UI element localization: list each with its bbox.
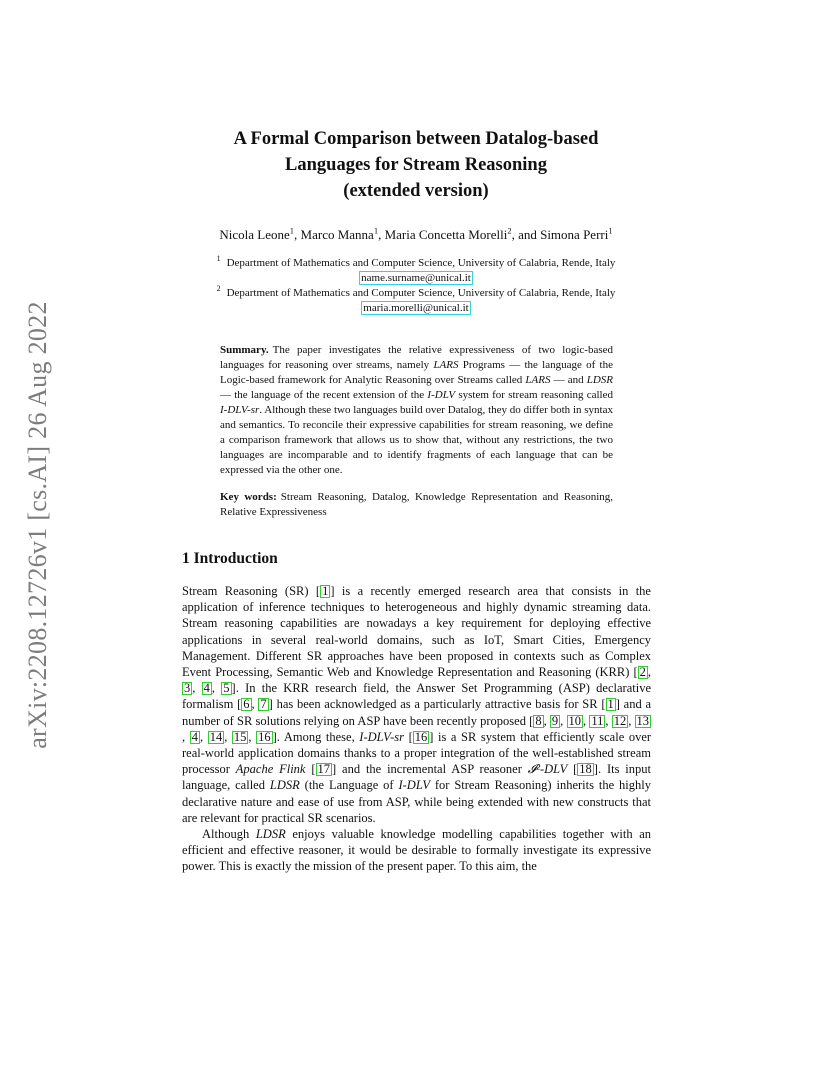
body-text: . Its input language, called bbox=[182, 762, 651, 793]
body-text: . Among these, bbox=[276, 729, 360, 744]
term-idlv: I-DLV bbox=[398, 778, 430, 793]
title-line: A Formal Comparison between Datalog-based bbox=[233, 129, 599, 149]
abstract-text: system for stream reasoning called bbox=[455, 389, 613, 401]
citation-group: [ 6 , 7 ] bbox=[237, 697, 273, 712]
author-name: Simona Perri bbox=[540, 227, 609, 242]
author-list bbox=[120, 226, 712, 244]
citation-link[interactable]: 8 bbox=[535, 713, 542, 728]
author-name: Maria Concetta Morelli bbox=[384, 227, 508, 242]
body-text: has been acknowledged as a particularly attractive basis for SR bbox=[272, 697, 602, 712]
email-link[interactable]: name.surname@unical.it bbox=[361, 272, 471, 284]
abstract-text: The paper investigates the relative expressiveness of two logic-based languages for reasoning over streams, namely bbox=[220, 344, 613, 371]
body-text: for Stream Reasoning) inherits the highly declarative nature and ease of use from ASP, while being extended with new constructs that are relevant for practical SR scenarios. bbox=[182, 778, 651, 825]
citation-link[interactable]: 2 bbox=[639, 665, 646, 680]
paragraph bbox=[182, 826, 651, 875]
keywords-label: Key words: bbox=[220, 491, 277, 503]
citation-link[interactable]: 17 bbox=[317, 762, 331, 777]
title-line: (extended version) bbox=[343, 181, 489, 201]
term-idlv: I-DLV bbox=[427, 389, 456, 401]
term-ldsr: LDSR bbox=[255, 827, 286, 842]
term-ldsr: LDSR bbox=[586, 374, 613, 386]
keywords bbox=[220, 490, 613, 520]
term-lars: LARS bbox=[525, 374, 551, 386]
citation-group: [ 1 ] bbox=[601, 697, 620, 712]
affiliation-number: 2 bbox=[216, 284, 221, 294]
abstract bbox=[220, 343, 613, 478]
citation-group: [ 17 ] bbox=[311, 762, 337, 777]
section-heading bbox=[182, 550, 278, 568]
citation-group: [ 8 , 9 , 10 , 11 , 12 , 13, 4 , 14 , 15 , 16 ] bbox=[182, 713, 650, 744]
citation-group: [ 1 ] bbox=[315, 584, 335, 598]
citation-link[interactable]: 15 bbox=[233, 729, 247, 744]
affiliation-text: Department of Mathematics and Computer Science, University of Calabria, Rende, Italy bbox=[226, 257, 616, 269]
arxiv-stamp bbox=[14, 290, 62, 760]
citation-link[interactable]: 1 bbox=[607, 697, 614, 712]
affiliation-text: Department of Mathematics and Computer Science, University of Calabria, Rende, Italy bbox=[226, 287, 616, 299]
citation-link[interactable]: 4 bbox=[191, 729, 198, 744]
author-name: Nicola Leone bbox=[219, 227, 290, 242]
citation-link[interactable]: 7 bbox=[260, 697, 267, 712]
affiliation-2 bbox=[120, 286, 712, 316]
body-text: (the Language of bbox=[299, 778, 399, 793]
citation-group: [ 2 , 3 , 4 , 5 ] bbox=[184, 665, 651, 696]
term-i2dlv: 𝓘²-DLV bbox=[527, 762, 568, 777]
title-line: Languages for Stream Reasoning bbox=[285, 155, 547, 175]
author-separator: , bbox=[294, 227, 301, 242]
body-text: is a SR system that efficiently scale over real-world application domains thanks to a proper integration of the well-established stream processor bbox=[182, 729, 652, 777]
abstract-text: . Although these two languages build over Datalog, they do differ both in syntax and semantics. To reconcile their expressive capabilities for stream reasoning, we define a comparison framework that allows us to show that, without any restrictions, the two languages are incomparable and to identify fragments of each language that can be expressed via the other one. bbox=[220, 404, 613, 476]
author-affiliation-mark: 2 bbox=[507, 225, 512, 236]
section-title: Introduction bbox=[193, 550, 278, 567]
citation-link[interactable]: 18 bbox=[579, 762, 592, 777]
citation-group: [ 16 ] bbox=[408, 729, 434, 744]
body-text: is a recently emerged research area that consists in the application of inference techniques to heterogeneous and highly dynamic streaming data. Stream reasoning capabilities are nowadays a key requirement for deploying effective applications in several real-world domains, such as IoT, Smart Cities, Emergency Management. Different SR approaches have been proposed in contexts such as Complex Event Processing, Semantic Web and Knowledge Representation and Reasoning (KRR) bbox=[182, 584, 651, 680]
introduction-body bbox=[182, 583, 651, 875]
paragraph bbox=[182, 583, 651, 826]
affiliation-number: 1 bbox=[216, 254, 221, 264]
keywords-text: Stream Reasoning, Datalog, Knowledge Representation and Reasoning, Relative Expressiveness bbox=[220, 491, 613, 518]
body-text: and a number of SR solutions relying on ASP have been recently proposed bbox=[182, 697, 652, 728]
citation-link[interactable]: 11 bbox=[591, 713, 604, 728]
citation-link[interactable]: 10 bbox=[568, 713, 581, 728]
paper-title bbox=[120, 126, 712, 204]
author-separator: , bbox=[378, 227, 385, 242]
term-idlvsr: I-DLV-sr bbox=[220, 404, 260, 416]
citation-link[interactable]: 5 bbox=[223, 681, 230, 696]
author-name: Marco Manna bbox=[300, 227, 374, 242]
citation-link[interactable]: 4 bbox=[203, 681, 210, 696]
arxiv-stamp-text: arXiv:2208.12726v1 [cs.AI] 26 Aug 2022 bbox=[23, 301, 53, 749]
citation-link[interactable]: 12 bbox=[613, 713, 627, 728]
citation-link[interactable]: 16 bbox=[414, 729, 428, 744]
body-text: . In the KRR research field, the Answer Set Programming (ASP) declarative formalism bbox=[182, 681, 652, 712]
citation-link[interactable]: 6 bbox=[243, 697, 250, 712]
abstract-text: — and bbox=[550, 374, 587, 386]
body-text: Stream Reasoning (SR) bbox=[182, 584, 316, 598]
body-text: enjoys valuable knowledge modelling capabilities together with an efficient and effective reasoner, it would be desirable to formally investigate its expressive power. This is exactly the mission of the present paper. To this aim, the bbox=[182, 827, 651, 874]
term-ldsr: LDSR bbox=[269, 778, 300, 793]
citation-link[interactable]: 3 bbox=[184, 681, 191, 696]
abstract-label: Summary. bbox=[220, 344, 269, 356]
email-link[interactable]: maria.morelli@unical.it bbox=[363, 302, 469, 314]
term-flink: Apache Flink bbox=[235, 762, 306, 777]
citation-link[interactable]: 1 bbox=[322, 584, 329, 598]
body-text: Although bbox=[202, 827, 256, 842]
citation-link[interactable]: 13 bbox=[636, 713, 650, 728]
citation-group: [ 18 ] bbox=[573, 762, 598, 777]
author-affiliation-mark: 1 bbox=[289, 225, 295, 236]
section-number: 1 bbox=[182, 550, 190, 567]
author-affiliation-mark: 1 bbox=[608, 225, 613, 236]
term-lars: LARS bbox=[433, 359, 459, 371]
abstract-text: Programs — the language of the Logic-based framework for Analytic Reasoning over Streams called bbox=[220, 359, 613, 386]
citation-link[interactable]: 9 bbox=[551, 713, 559, 728]
body-text: and the incremental ASP reasoner bbox=[336, 762, 528, 777]
author-separator: , and bbox=[511, 227, 541, 242]
author-affiliation-mark: 1 bbox=[373, 225, 379, 236]
citation-link[interactable]: 14 bbox=[209, 729, 223, 744]
citation-link[interactable]: 16 bbox=[258, 729, 271, 744]
term-idlvsr: I-DLV-sr bbox=[359, 729, 404, 744]
abstract-text: — the language of the recent extension of the bbox=[220, 389, 428, 401]
affiliation-1 bbox=[120, 256, 712, 286]
